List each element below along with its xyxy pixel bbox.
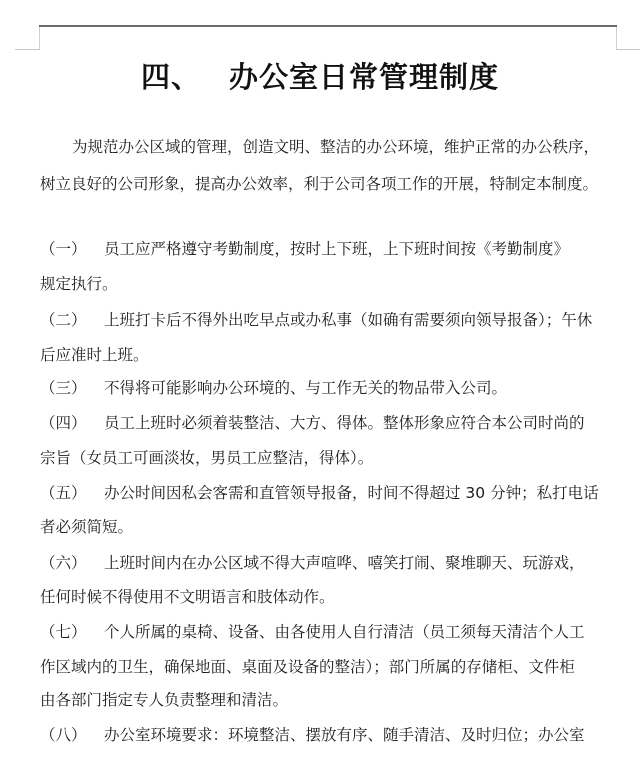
item-text: 任何时候不得使用不文明语言和肢体动作。 [40, 588, 335, 606]
item-number: （八） [40, 726, 87, 744]
item-text: 员工上班时必须着装整洁、大方、得体。整体形象应符合本公司时尚的 [104, 414, 585, 432]
item-text: 办公室环境要求：环境整洁、摆放有序、随手清洁、及时归位；办公室 [104, 726, 585, 744]
item-number: （二） [40, 311, 87, 329]
corner-mark-right-horizontal [616, 49, 640, 50]
item-text: 个人所属的桌椅、设备、由各使用人自行清洁（员工须每天清洁个人工 [104, 623, 585, 641]
intro-line: 为规范办公区域的管理，创造文明、整洁的办公环境，维护正常的办公秩序， [72, 138, 600, 156]
title-number: 四、 [140, 60, 201, 94]
title-text: 办公室日常管理制度 [229, 60, 500, 94]
item-text: 上班打卡后不得外出吃早点或办私事（如确有需要须向领导报备）；午休 [104, 311, 593, 329]
item-number: （四） [40, 414, 87, 432]
item-text: 宗旨（女员工可画淡妆，男员工应整洁，得体）。 [40, 449, 374, 467]
item-number: （七） [40, 623, 87, 641]
item-text: 作区域内的卫生，确保地面、桌面及设备的整洁）；部门所属的存储柜、文件柜 [40, 658, 575, 676]
item-text: 办公时间因私会客需和直管领导报备，时间不得超过 30 分钟；私打电话 [104, 484, 599, 502]
corner-mark-left-vertical [39, 27, 40, 50]
corner-mark-right-vertical [616, 27, 617, 50]
page-top-rule [39, 25, 617, 27]
item-text: 员工应严格遵守考勤制度，按时上下班，上下班时间按《考勤制度》 [104, 240, 570, 258]
item-number: （五） [40, 484, 87, 502]
item-text: 规定执行。 [40, 275, 118, 293]
item-number: （一） [40, 240, 87, 258]
document-title [0, 55, 640, 96]
item-number: （六） [40, 554, 87, 572]
item-text: 不得将可能影响办公环境的、与工作无关的物品带入公司。 [104, 379, 508, 397]
item-text: 者必须简短。 [40, 518, 134, 536]
intro-line: 树立良好的公司形象，提高办公效率，利于公司各项工作的开展，特制定本制度。 [40, 175, 599, 193]
item-text: 由各部门指定专人负责整理和清洁。 [40, 691, 289, 709]
item-text: 后应准时上班。 [40, 346, 149, 364]
item-text: 上班时间内在办公区域不得大声喧哗、嘻笑打闹、聚堆聊天、玩游戏， [104, 554, 585, 572]
corner-mark-left-horizontal [15, 49, 40, 50]
item-number: （三） [40, 379, 87, 397]
